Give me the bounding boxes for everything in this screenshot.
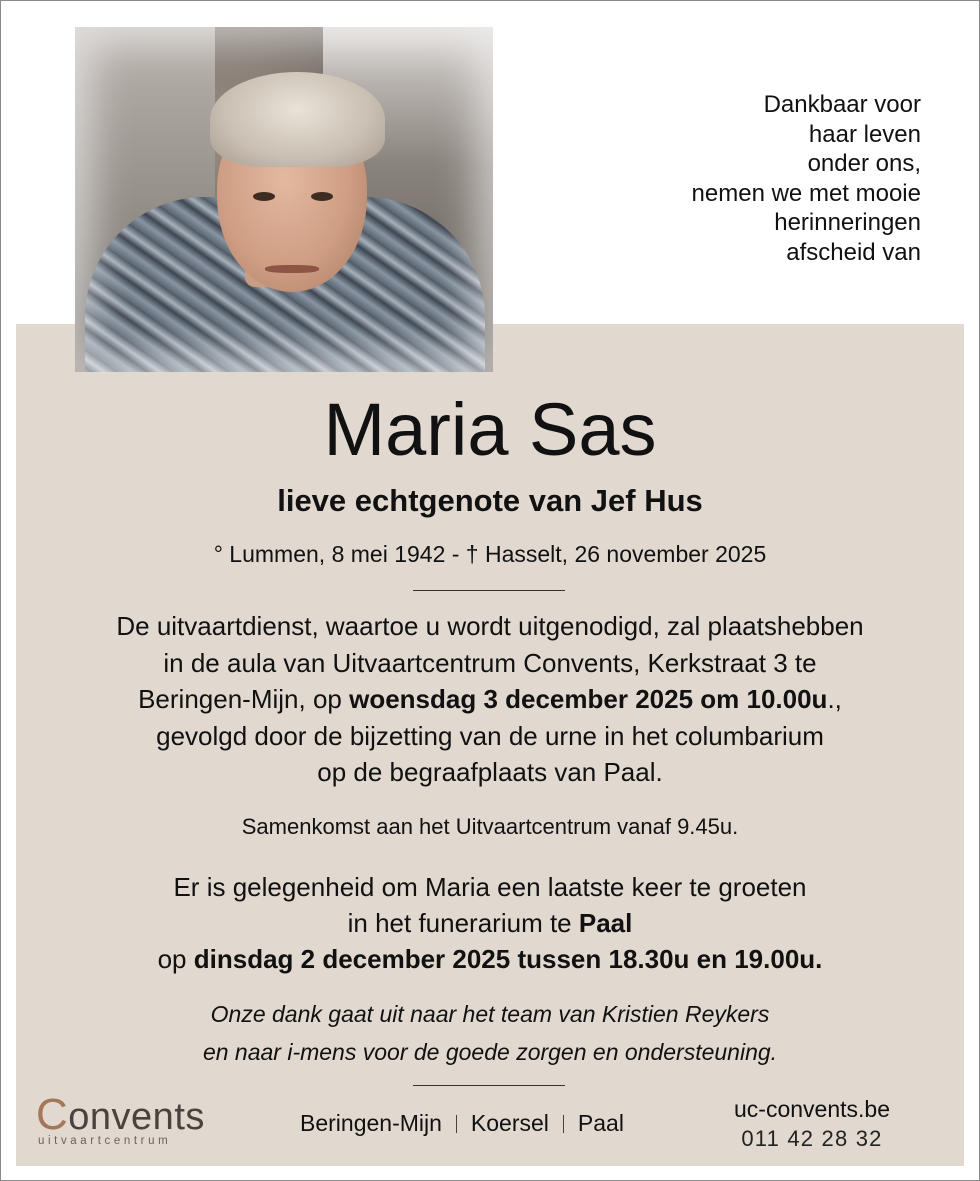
visit-datetime: dinsdag 2 december 2025 tussen 18.30u en 19.00u.: [193, 944, 823, 974]
locations-list: [300, 1108, 660, 1138]
visit-line: op dinsdag 2 december 2025 tussen 18.30u en 19.00u.: [157, 944, 823, 974]
separator: [563, 1115, 564, 1133]
service-datetime: woensdag 3 december 2025 om 10.00u: [349, 684, 828, 714]
location-item: Koersel: [470, 1110, 549, 1136]
location-item: Paal: [577, 1110, 624, 1136]
birth-death-dates: ° Lummen, 8 mei 1942 - † Hasselt, 26 november 2025: [213, 541, 767, 567]
visit-line: in het funerarium te Paal: [347, 908, 633, 938]
deceased-name: Maria Sas: [323, 388, 657, 471]
service-announcement: [0, 608, 980, 791]
service-line: gevolgd door de bijzetting van de urne in het columbarium: [156, 720, 824, 751]
service-line: De uitvaartdienst, waartoe u wordt uitgenodigd, zal plaatshebben: [116, 611, 864, 641]
visit-line: Er is gelegenheid om Maria een laatste keer te groeten: [173, 872, 807, 902]
intro-line: haar leven: [808, 120, 921, 148]
contact-info: [692, 1094, 932, 1154]
divider: [413, 590, 565, 591]
intro-line: nemen we met mooie: [691, 179, 921, 207]
service-line: in de aula van Uitvaartcentrum Convents, Kerkstraat 3 te: [163, 647, 817, 678]
visitation-info: [0, 869, 980, 977]
divider: [413, 1085, 565, 1086]
convents-logo: Convents uitvaartcentrum: [36, 1090, 205, 1147]
service-line: Beringen-Mijn, op woensdag 3 december 2025 om 10.00u.,: [138, 684, 842, 714]
phone-number: 011 42 28 32: [741, 1126, 883, 1151]
relation-subtitle: lieve echtgenote van Jef Hus: [277, 483, 703, 518]
separator: [456, 1115, 457, 1133]
intro-line: afscheid van: [786, 238, 921, 266]
thanks-note: [0, 995, 980, 1071]
thanks-line: Onze dank gaat uit naar het team van Kristien Reykers: [210, 1001, 770, 1027]
thanks-line: en naar i-mens voor de goede zorgen en ondersteuning.: [202, 1039, 778, 1065]
visit-location: Paal: [578, 908, 633, 938]
meeting-info: Samenkomst aan het Uitvaartcentrum vanaf 9.45u.: [241, 814, 739, 839]
intro-line: Dankbaar voor: [763, 91, 921, 118]
website-link[interactable]: uc-convents.be: [734, 1096, 890, 1122]
portrait-photo: [75, 27, 493, 372]
service-line: op de begraafplaats van Paal.: [317, 757, 663, 787]
intro-line: onder ons,: [807, 150, 921, 177]
intro-line: herinneringen: [774, 209, 921, 236]
intro-text: [561, 90, 921, 267]
location-item: Beringen-Mijn: [300, 1110, 442, 1136]
